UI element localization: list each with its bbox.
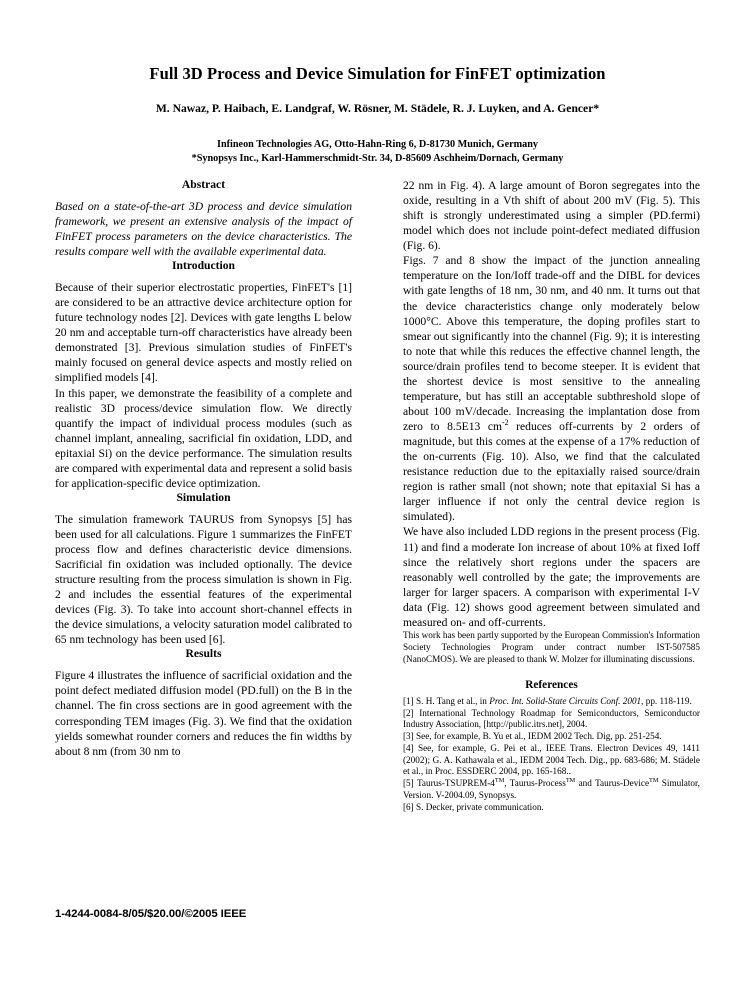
results-heading: Results <box>185 647 222 661</box>
paper-header <box>55 64 700 167</box>
results-paragraph-1: Figure 4 illustrates the influence of sacrificial oxidation and the point defect mediated diffusion model (PD.full) on the B in the channel. The fin cross sections are in good agreement with the corresponding TEM images (Fig. 3). We find that the oxidation yields somewhat rounder corners and reduces the fin widths by about 8 nm (from 30 nm to <box>55 669 352 758</box>
acknowledgment-text: This work has been partly supported by the European Commission's Information Society Technologies Program under contract number IST-507585 (NanoCMOS). We are pleased to thank W. Molzer for illuminating discussions. <box>403 629 700 664</box>
ref1-suffix: , pp. 118-119. <box>641 695 692 706</box>
references-heading: References <box>525 678 578 691</box>
results-continued-paragraph-3: We have also included LDD regions in the present process (Fig. 11) and find a moderate Ion increase of about 10% at fixed Ioff since the relatively short regions under the spacers are reasonably well controlled by the gate; the improvements are larger for larger spacers. A comparison with experimental I-V data (Fig. 12) shows good agreement between simulated and measured on- and off-currents. <box>403 525 700 629</box>
results-continued-paragraph-2 <box>403 253 700 524</box>
dose-exponent: -2 <box>502 418 509 428</box>
results-p2-text-a: Figs. 7 and 8 show the impact of the junction annealing temperature on the Ion/Ioff trade-off and the DIBL for devices with gate lengths of 18 nm, 30 nm, and 40 nm. It turns out that the device characteristics change only moderately below 1000°C. Above this temperature, the doping profiles start to smear out significantly into the channel (Fig. 9); it is interesting to note that while this reduces the effective channel length, the source/drain profiles tend to become steeper. It is evident that the shortest device is most sensitive to the annealing temperature, but has still an acceptable subthreshold slope of about 100 mV/decade. Increasing the implantation dose from zero to 8.5E13 cm <box>403 254 700 433</box>
affiliation-line-1: Infineon Technologies AG, Otto-Hahn-Ring 6, D-81730 Munich, Germany <box>217 138 538 150</box>
affiliation-line-2: *Synopsys Inc., Karl-Hammerschmidt-Str. 34, D-85609 Aschheim/Dornach, Germany <box>191 153 564 165</box>
ref5-part-d: Simulator, Version. V-2004.09, Synopsys. <box>403 778 700 800</box>
reference-item-4: [4] See, for example, G. Pei et al., IEEE Trans. Electron Devices 49, 1411 (2002); G. A. Kathawala et al., IEDM 2004 Tech. Dig., pp. 683-686; M. Städele et al., in Proc. ESSDERC 2004, pp. 165-168.. <box>403 742 700 777</box>
trademark-mark-2: TM <box>565 777 576 785</box>
author-list: M. Nawaz, P. Haibach, E. Landgraf, W. Rösner, M. Städele, R. J. Luyken, and A. Gencer* <box>155 101 600 115</box>
reference-item-3: [3] See, for example, B. Yu et al., IEDM 2002 Tech. Dig, pp. 251-254. <box>403 731 662 742</box>
ref5-part-a: [5] Taurus-TSUPREM-4 <box>403 778 495 789</box>
results-continued-paragraph-1: 22 nm in Fig. 4). A large amount of Boron segregates into the oxide, resulting in a Vth shift of about 200 mV (Fig. 5). This shift is strongly underestimated using a simpler (PD.fermi) model which does not include point-defect mediated diffusion (Fig. 6). <box>403 179 700 253</box>
introduction-paragraph-2: In this paper, we demonstrate the feasibility of a complete and realistic 3D process/device simulation flow. We directly quantify the impact of individual process modules (such as channel implant, annealing, sacrificial fin oxidation, LDD, and epitaxial Si) on the device performance. The simulation results are compared with experimental data and represent a solid basis for application-specific device optimization. <box>55 386 352 490</box>
trademark-mark-3: TM <box>649 777 659 785</box>
ref5-part-c: and Taurus-Device <box>575 778 650 789</box>
ref5-part-b: , Taurus-Process <box>504 778 566 789</box>
page-title: Full 3D Process and Device Simulation for FinFET optimization <box>149 64 606 83</box>
left-column <box>55 178 352 759</box>
results-p2-text-b: reduces off-currents by 2 orders of magnitude, but this comes at the expense of a 17% reduction of the on-currents (Fig. 10). Also, we find that the calculated resistance reduction due to the epitaxially raised source/drain region is rather small (not shown; note that epitaxial Si has a larger influence if not only the central device region is simulated). <box>403 420 700 524</box>
affiliation-block <box>55 138 700 168</box>
reference-item-6: [6] S. Decker, private communication. <box>403 801 544 812</box>
introduction-heading: Introduction <box>172 259 235 273</box>
ref1-source-title: Proc. Int. Solid-State Circuits Conf. 2001 <box>489 695 642 706</box>
reference-item-2: [2] International Technology Roadmap for Semiconductors, Semiconductor Industry Association, [http://public.itrs.net], 2004. <box>403 707 700 730</box>
two-column-body <box>55 178 700 898</box>
reference-item-1 <box>403 696 700 708</box>
reference-item-5 <box>403 778 700 802</box>
copyright-footer: 1-4244-0084-8/05/$20.00/©2005 IEEE <box>55 908 247 920</box>
simulation-heading: Simulation <box>176 490 231 504</box>
right-column <box>403 178 700 813</box>
trademark-mark-1: TM <box>494 777 505 785</box>
abstract-heading: Abstract <box>181 178 226 191</box>
introduction-paragraph-1: Because of their superior electrostatic properties, FinFET's [1] are considered to be an attractive device architecture option for future technology nodes [2]. Devices with gate lengths L below 20 nm and acceptable turn-off characteristics have already been demonstrated [3]. Previous simulation studies of FinFET's mainly focused on general device aspects and mostly relied on simplified models [4]. <box>55 281 352 385</box>
simulation-paragraph-1: The simulation framework TAURUS from Synopsys [5] has been used for all calculations. Figure 1 summarizes the FinFET process flow and defines characteristic device dimensions. Sacrificial fin oxidation was included optionally. The device structure resulting from the process simulation is shown in Fig. 2 and includes the essential features of the experimental devices (Fig. 3). To take into account short-channel effects in the device simulations, a velocity saturation model calibrated to 65 nm technology has been used [6]. <box>55 512 352 647</box>
abstract-text: Based on a state-of-the-art 3D process and device simulation framework, we present an extensive analysis of the impact of FinFET process parameters on the device characteristics. The results compare well with the available experimental data. <box>55 199 352 259</box>
ref1-prefix: [1] S. H. Tang et al., in <box>403 695 490 706</box>
